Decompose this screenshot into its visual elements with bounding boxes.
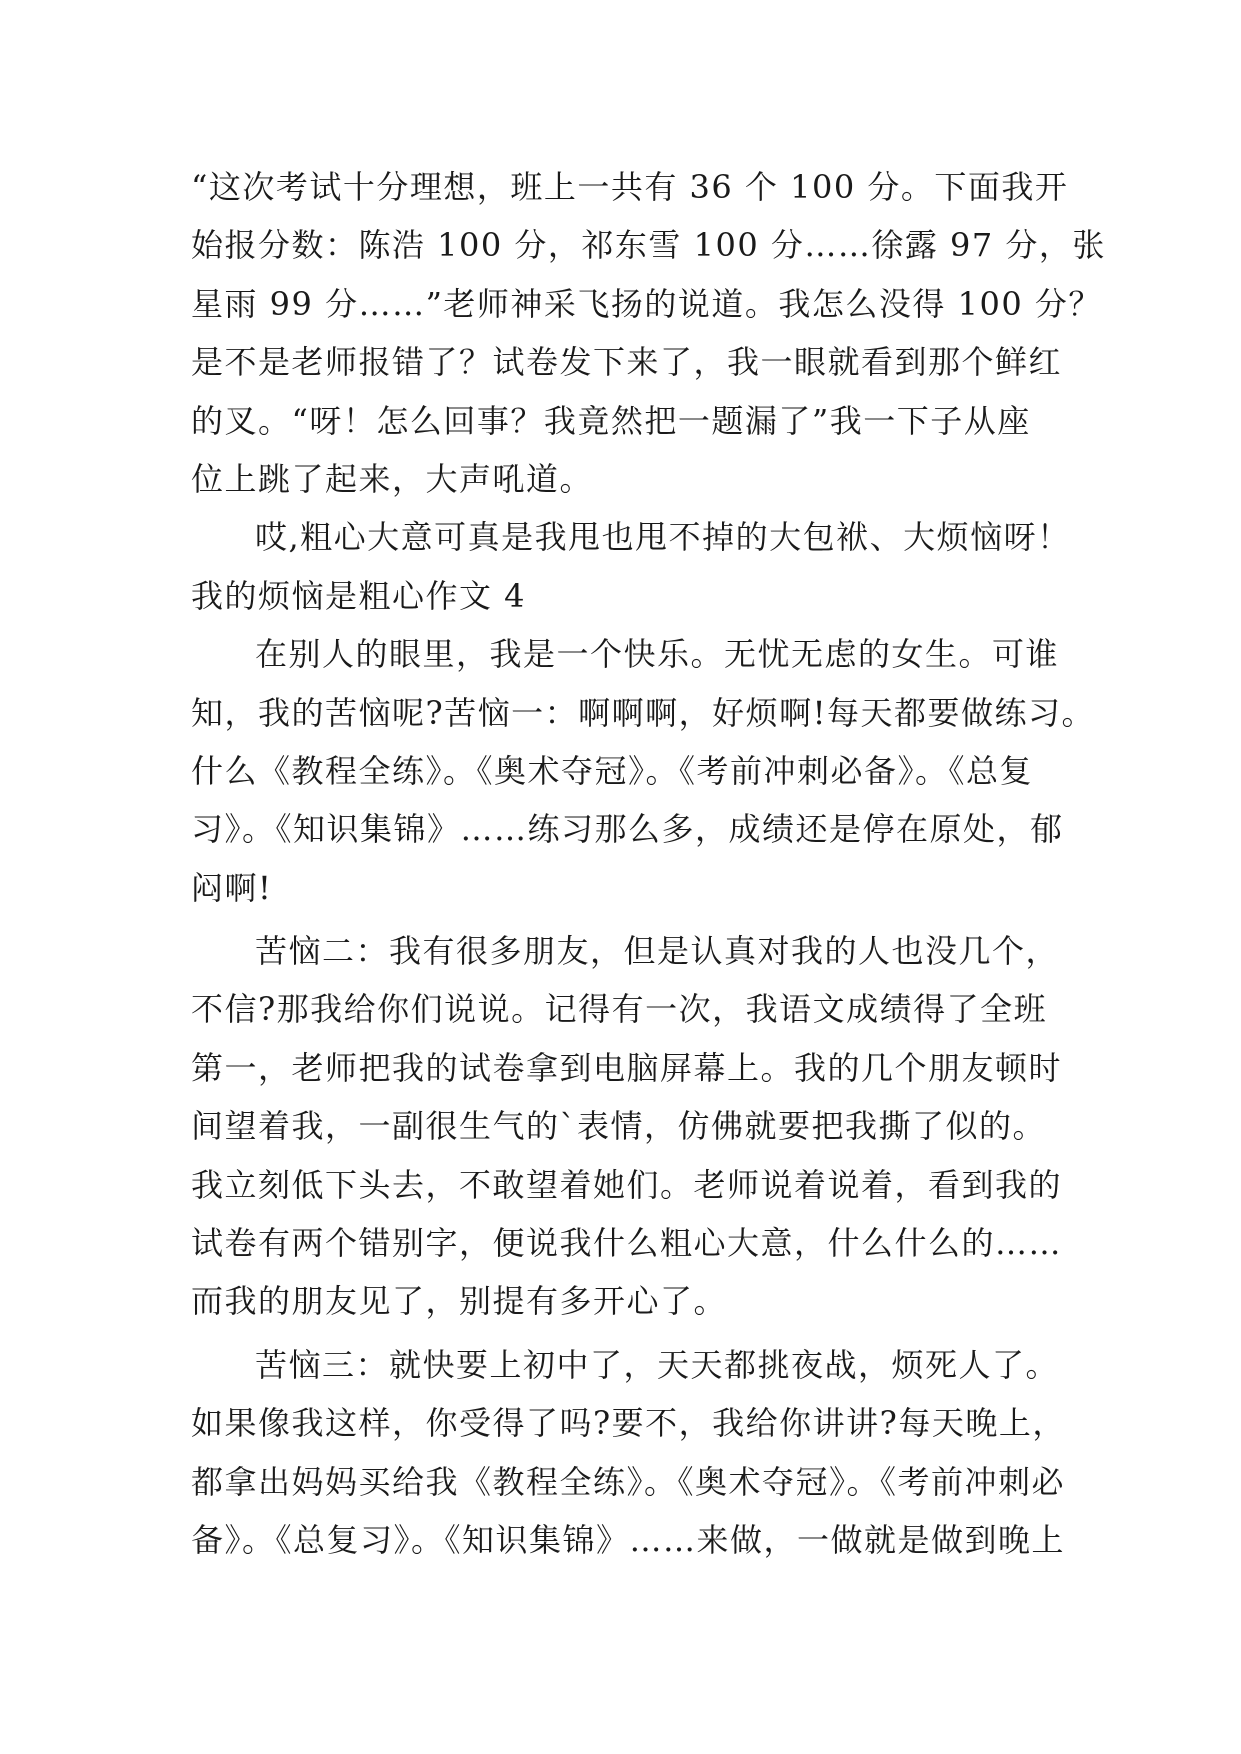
paragraph-first-line: 苦恼三：就快要上初中了，天天都挑夜战，烦死人了。 [255, 1345, 1060, 1384]
paragraph-first-line: 苦恼二：我有很多朋友，但是认真对我的人也没几个， [255, 932, 1060, 971]
text-line: 闷啊! [191, 868, 273, 907]
text-line: 始报分数：陈浩 100 分，祁东雪 100 分……徐露 97 分，张 [191, 226, 1106, 265]
text-line: 星雨 99 分……”老师神采飞扬的说道。我怎么没得 100 分？ [191, 284, 1102, 323]
text-line: 都拿出妈妈买给我《教程全练》。《奥术夺冠》。《考前冲刺必 [191, 1462, 1066, 1501]
text-line: 如果像我这样，你受得了吗?要不，我给你讲讲?每天晚上， [191, 1404, 1066, 1443]
text-line: 习》。《知识集锦》……练习那么多，成绩还是停在原处，郁 [191, 810, 1064, 849]
paragraph-first-line: 哎,粗心大意可真是我甩也甩不掉的大包袱、大烦恼呀！ [255, 518, 1071, 557]
text-line: 的叉。“呀！怎么回事？我竟然把一题漏了”我一下子从座 [191, 401, 1031, 440]
document-body [191, 158, 1106, 1569]
text-line: 位上跳了起来，大声吼道。 [191, 459, 594, 498]
section-heading: 我的烦恼是粗心作文 4 [191, 576, 527, 615]
text-line: 什么《教程全练》。《奥术夺冠》。《考前冲刺必备》。《总复 [191, 751, 1034, 790]
paragraph-first-line: 在别人的眼里，我是一个快乐。无忧无虑的女生。可谁 [255, 635, 1060, 674]
text-line: 而我的朋友见了，别提有多开心了。 [191, 1282, 728, 1321]
text-line: 我立刻低下头去，不敢望着她们。老师说着说着，看到我的 [191, 1165, 1063, 1204]
text-line: 间望着我，一副很生气的`表情，仿佛就要把我撕了似的。 [191, 1107, 1047, 1146]
text-line: 知，我的苦恼呢?苦恼一：啊啊啊，好烦啊!每天都要做练习。 [191, 693, 1096, 732]
text-line: 是不是老师报错了？试卷发下来了，我一眼就看到那个鲜红 [191, 343, 1063, 382]
text-line: “这次考试十分理想，班上一共有 36 个 100 分。下面我开 [191, 168, 1069, 206]
text-line: 试卷有两个错别字，便说我什么粗心大意，什么什么的…… [191, 1224, 1063, 1263]
text-line: 第一，老师把我的试卷拿到电脑屏幕上。我的几个朋友顿时 [191, 1048, 1063, 1087]
text-line: 不信?那我给你们说说。记得有一次，我语文成绩得了全班 [191, 990, 1048, 1029]
text-line: 备》。《总复习》。《知识集锦》……来做，一做就是做到晚上 [191, 1520, 1066, 1559]
